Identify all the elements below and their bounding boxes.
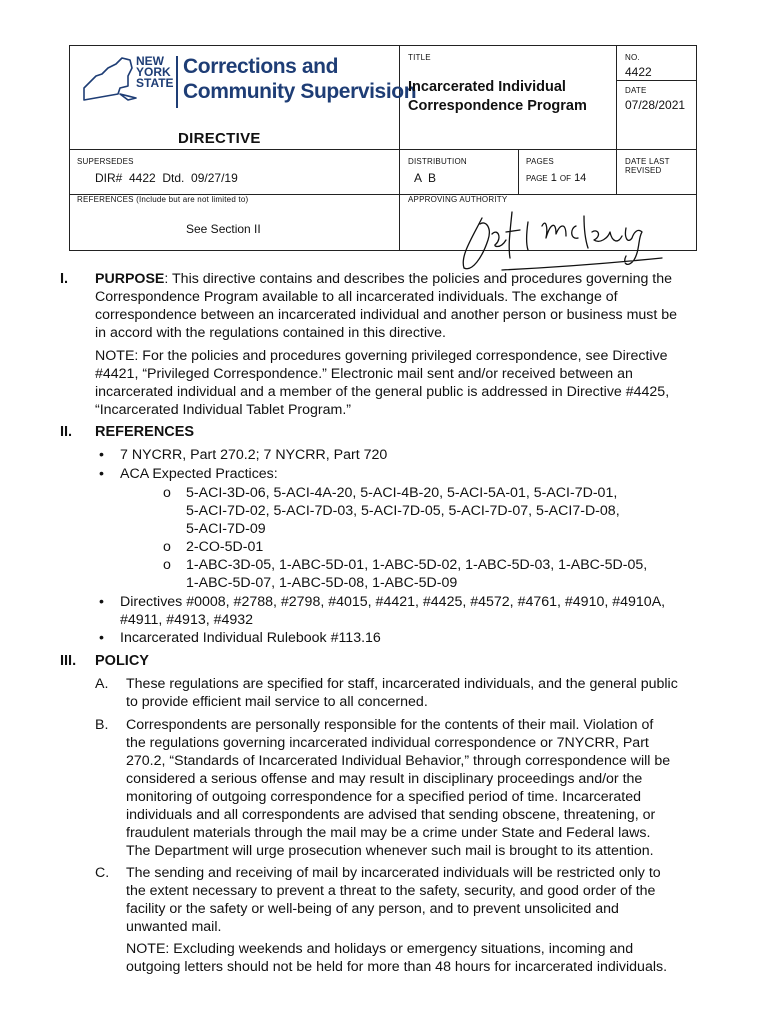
reference-item: Directives #0008, #2788, #2798, #4015, #4421, #4425, #4572, #4761, #4910, #4910A, #4911, #4913, #4932	[120, 594, 666, 628]
policy-item-c: The sending and receiving of mail by incarcerated individuals will be restricted only to the extent necessary to prevent a threat to the safety, security, and good order of the facility or the safety or well-being of any person, and to prevent unsolicited and unwanted mail.	[126, 865, 661, 935]
logo-state-text: NEW YORK STATE	[136, 54, 174, 90]
policy-heading: POLICY	[95, 653, 149, 669]
date-label: DATE	[625, 86, 647, 95]
header-divider	[616, 46, 617, 194]
directive-title: Incarcerated Individual Correspondence Program	[408, 79, 587, 114]
directive-header-table	[69, 45, 697, 251]
header-divider	[616, 80, 697, 81]
aca-item: 5-ACI-3D-06, 5-ACI-4A-20, 5-ACI-4B-20, 5-ACI-5A-01, 5-ACI-7D-01, 5-ACI-7D-02, 5-ACI-7D-03, 5-ACI-7D-05, 5-ACI-7D-07, 5-ACI7-D-08, 5-ACI-7D-09	[186, 485, 620, 537]
logo-agency-name: Corrections and Community Supervision	[183, 55, 417, 103]
bullet-icon: •	[99, 630, 104, 646]
references-label: REFERENCES (Include but are not limited to)	[77, 195, 249, 204]
page-count: PAGE 1 OF 14	[526, 172, 587, 184]
approving-signature	[442, 198, 672, 278]
header-divider	[70, 149, 697, 150]
reference-item: 7 NYCRR, Part 270.2; 7 NYCRR, Part 720	[120, 447, 388, 463]
section-number: II.	[60, 424, 73, 440]
section-number: III.	[60, 653, 77, 669]
directive-date: 07/28/2021	[625, 98, 686, 112]
references-heading: REFERENCES	[95, 424, 195, 440]
bullet-icon: •	[99, 594, 104, 610]
policy-item-a: These regulations are specified for staff, incarcerated individuals, and the general public to provide efficient mail service to all concerned.	[126, 676, 678, 710]
bullet-icon: •	[99, 466, 104, 482]
directive-label: DIRECTIVE	[178, 130, 261, 147]
sub-bullet-icon: o	[163, 539, 171, 555]
aca-item: 2-CO-5D-01	[186, 539, 264, 555]
purpose-paragraph: PURPOSE: This directive contains and describes the policies and procedures governing the Correspondence Program available to all incarcerated individuals. The exchange of correspondence between an incarcerated individual and another person or business must be in accord with the regulations contained in this directive.	[95, 271, 678, 341]
header-divider	[518, 149, 519, 194]
distribution-value: A B	[414, 171, 437, 185]
number-label: NO.	[625, 53, 640, 62]
distribution-label: DISTRIBUTION	[408, 157, 467, 166]
purpose-heading: PURPOSE	[95, 271, 165, 287]
directive-number: 4422	[625, 65, 652, 79]
pages-label: PAGES	[526, 157, 554, 166]
title-label: TITLE	[408, 53, 431, 62]
supersedes-value: DIR# 4422 Dtd. 09/27/19	[95, 171, 238, 185]
policy-item-label: B.	[95, 717, 109, 733]
policy-item-label: C.	[95, 865, 110, 881]
reference-item: ACA Expected Practices:	[120, 466, 278, 482]
sub-bullet-icon: o	[163, 557, 171, 573]
reference-item: Incarcerated Individual Rulebook #113.16	[120, 630, 381, 646]
approving-authority-label: APPROVING AUTHORITY	[408, 195, 508, 204]
section-number: I.	[60, 271, 69, 287]
policy-item-b: Correspondents are personally responsible for the contents of their mail. Violation of the regulations governing incarcerated individual correspondence or 7NYCRR, Part 270.2, “Standards of Incarcerated Individual Behavior,” through correspondence will be considered a serious offense and may result in disciplinary proceedings and/or the monitoring of outgoing correspondence for a specified period of time. Incarcerated individuals and all correspondents are advised that sending obscene, threatening, or fraudulent materials through the mail may be a crime under State and Federal laws. The Department will urge prosecution whenever such mail is brought to its attention.	[126, 717, 671, 859]
bullet-icon: •	[99, 447, 104, 463]
purpose-note: NOTE: For the policies and procedures governing privileged correspondence, see Directive #4421, “Privileged Correspondence.” Electronic mail sent and/or received between an incarcerated individual and a member of the general public is addressed in Directive #4425, “Incarcerated Individual Tablet Program.”	[95, 348, 670, 418]
references-value: See Section II	[186, 222, 261, 236]
supersedes-label: SUPERSEDES	[77, 157, 134, 166]
aca-item: 1-ABC-3D-05, 1-ABC-5D-01, 1-ABC-5D-02, 1-ABC-5D-03, 1-ABC-5D-05, 1-ABC-5D-07, 1-ABC-5D-08, 1-ABC-5D-09	[186, 557, 648, 591]
agency-logo	[78, 52, 417, 116]
logo-divider	[176, 56, 178, 108]
sub-bullet-icon: o	[163, 485, 171, 501]
policy-item-label: A.	[95, 676, 109, 692]
policy-item-c-note: NOTE: Excluding weekends and holidays or emergency situations, incoming and outgoing letters should not be held for more than 48 hours for incarcerated individuals.	[126, 941, 668, 975]
new-york-state-map-icon	[78, 54, 138, 110]
date-last-revised-label: DATE LAST REVISED	[625, 157, 670, 175]
